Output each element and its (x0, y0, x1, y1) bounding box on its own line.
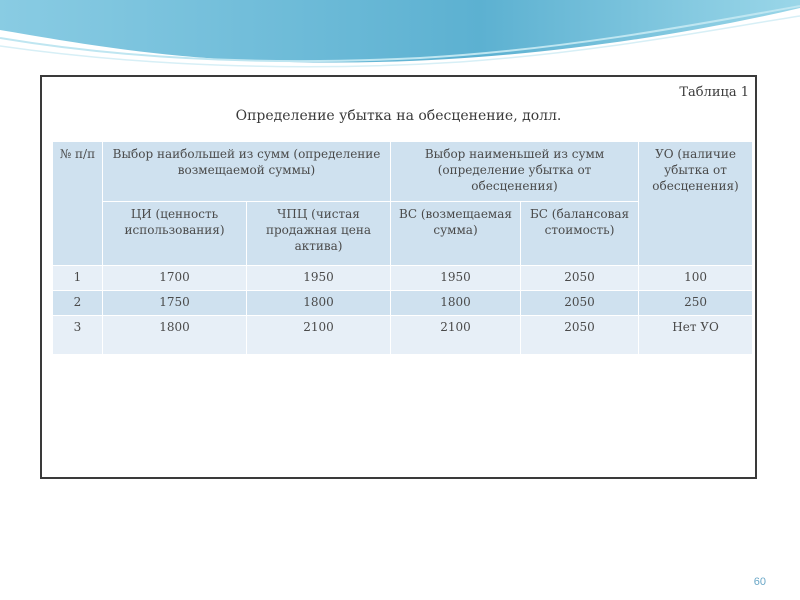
table-frame (40, 75, 757, 479)
cell-bs: 2050 (521, 291, 639, 316)
table-row (53, 316, 753, 355)
table-row (53, 266, 753, 291)
cell-ci: 1800 (103, 316, 247, 355)
cell-ci: 1700 (103, 266, 247, 291)
header-max-group: Выбор наибольшей из сумм (определение возмещаемой суммы) (103, 142, 391, 202)
cell-vs: 2100 (391, 316, 521, 355)
table-row (53, 291, 753, 316)
header-uo: УО (наличие убытка от обесценения) (639, 142, 753, 266)
header-min-group: Выбор наименьшей из сумм (определение убытка от обесценения) (391, 142, 639, 202)
table-number: Таблица 1 (679, 85, 749, 100)
header-chpc: ЧПЦ (чистая продажная цена актива) (247, 202, 391, 266)
header-ci: ЦИ (ценность использования) (103, 202, 247, 266)
cell-uo: 100 (639, 266, 753, 291)
cell-bs: 2050 (521, 266, 639, 291)
cell-chpc: 1800 (247, 291, 391, 316)
cell-bs: 2050 (521, 316, 639, 355)
cell-vs: 1800 (391, 291, 521, 316)
header-bs: БС (балансовая стоимость) (521, 202, 639, 266)
table-title: Определение убытка на обесценение, долл. (235, 108, 562, 124)
impairment-table (52, 141, 753, 355)
cell-uo: 250 (639, 291, 753, 316)
cell-ci: 1750 (103, 291, 247, 316)
cell-chpc: 1950 (247, 266, 391, 291)
cell-num: 2 (53, 291, 103, 316)
header-vs: ВС (возмещаемая сумма) (391, 202, 521, 266)
cell-num: 3 (53, 316, 103, 355)
cell-uo: Нет УО (639, 316, 753, 355)
cell-chpc: 2100 (247, 316, 391, 355)
cell-num: 1 (53, 266, 103, 291)
cell-vs: 1950 (391, 266, 521, 291)
header-num: № п/п (53, 142, 103, 266)
slide-page-number: 60 (753, 576, 766, 588)
